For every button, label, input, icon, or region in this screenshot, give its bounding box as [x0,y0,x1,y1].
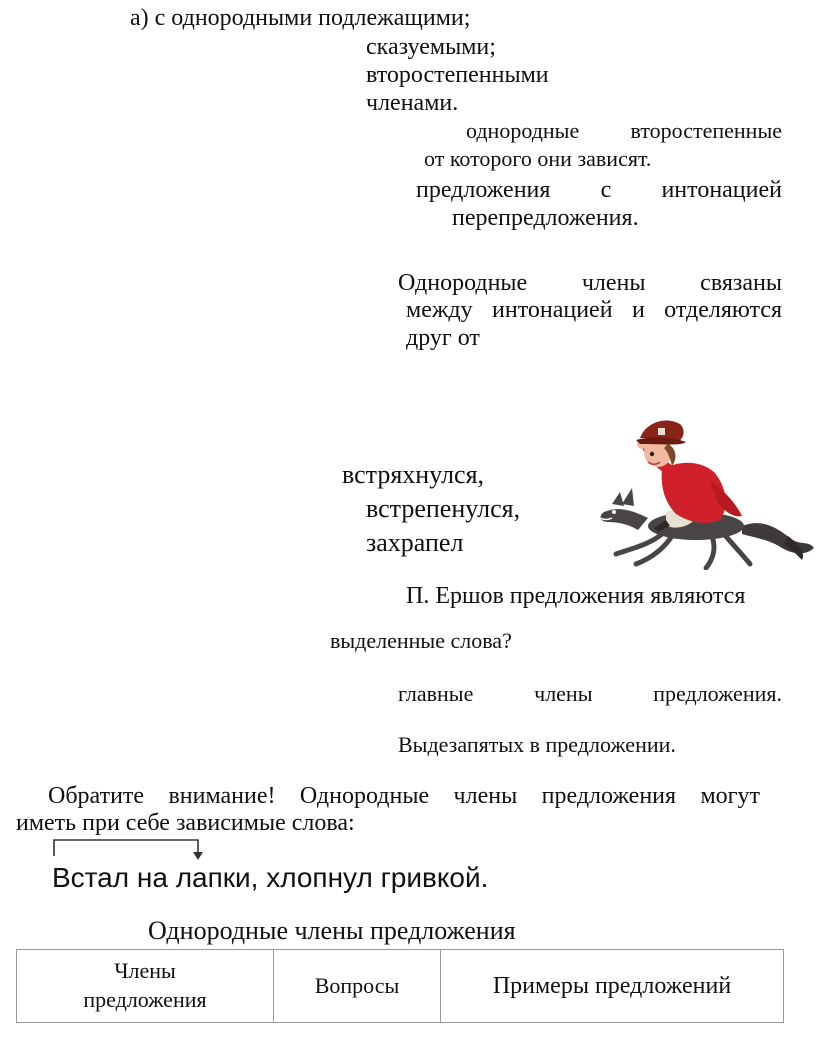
commas-line: Выдезапятых в предложении. [398,732,676,757]
word: предложения [416,177,551,203]
line-from-each-other: друг от [406,325,480,351]
line-intonation [416,178,782,202]
table-title: Однородные члены предложения [148,916,516,945]
poem-line-3: захрапел [366,528,464,557]
poem-line-2: встрепенулся, [366,494,521,523]
word: однородные [466,118,580,143]
homogeneous-members-table [16,949,784,1023]
line-subjects: а) с однородными подлежащими; [130,5,471,31]
word: второстепенные [630,118,782,143]
dependency-arrow-icon [52,836,212,862]
table-header-examples: Примеры предложений [441,950,784,1023]
line-predicates: сказуемыми; [366,34,496,60]
example-sentence: Встал на лапки, хлопнул гривкой. [52,862,489,893]
line-reprevention: перепредложения. [452,205,639,231]
word: интонацией [661,177,782,203]
table-header-questions: Вопросы [274,950,441,1023]
notice-line-2: иметь при себе зависимые слова: [16,810,355,836]
ivan-on-humpbacked-horse-illustration [592,408,816,570]
table-row [17,950,784,1023]
word: главные [398,681,474,706]
author-line: П. Ершов предложения являются [406,583,746,609]
poem-line-1: встряхнулся, [342,460,485,489]
word: Однородные [398,270,528,296]
line-secondary: второстепенными [366,62,549,88]
line-separated: между интонацией и отделяются [406,297,782,323]
word: предложения. [653,681,782,706]
line-connected [398,271,782,295]
header-members-line-2: предложения [83,987,207,1012]
line-members: членами. [366,90,459,116]
word: связаны [700,270,782,296]
main-members-line [398,683,782,705]
word: члены [534,681,593,706]
line-depends-on: от которого они зависят. [424,146,652,171]
header-members-line-1: Члены [114,958,176,984]
line-homogeneous-secondary [466,120,782,142]
word: члены [581,270,646,296]
notice-line-1: Обратите внимание! Однородные члены предложения могут [48,783,760,809]
question-line: выделенные слова? [330,628,512,653]
word: с [600,177,612,203]
table-header-members [17,950,274,1023]
